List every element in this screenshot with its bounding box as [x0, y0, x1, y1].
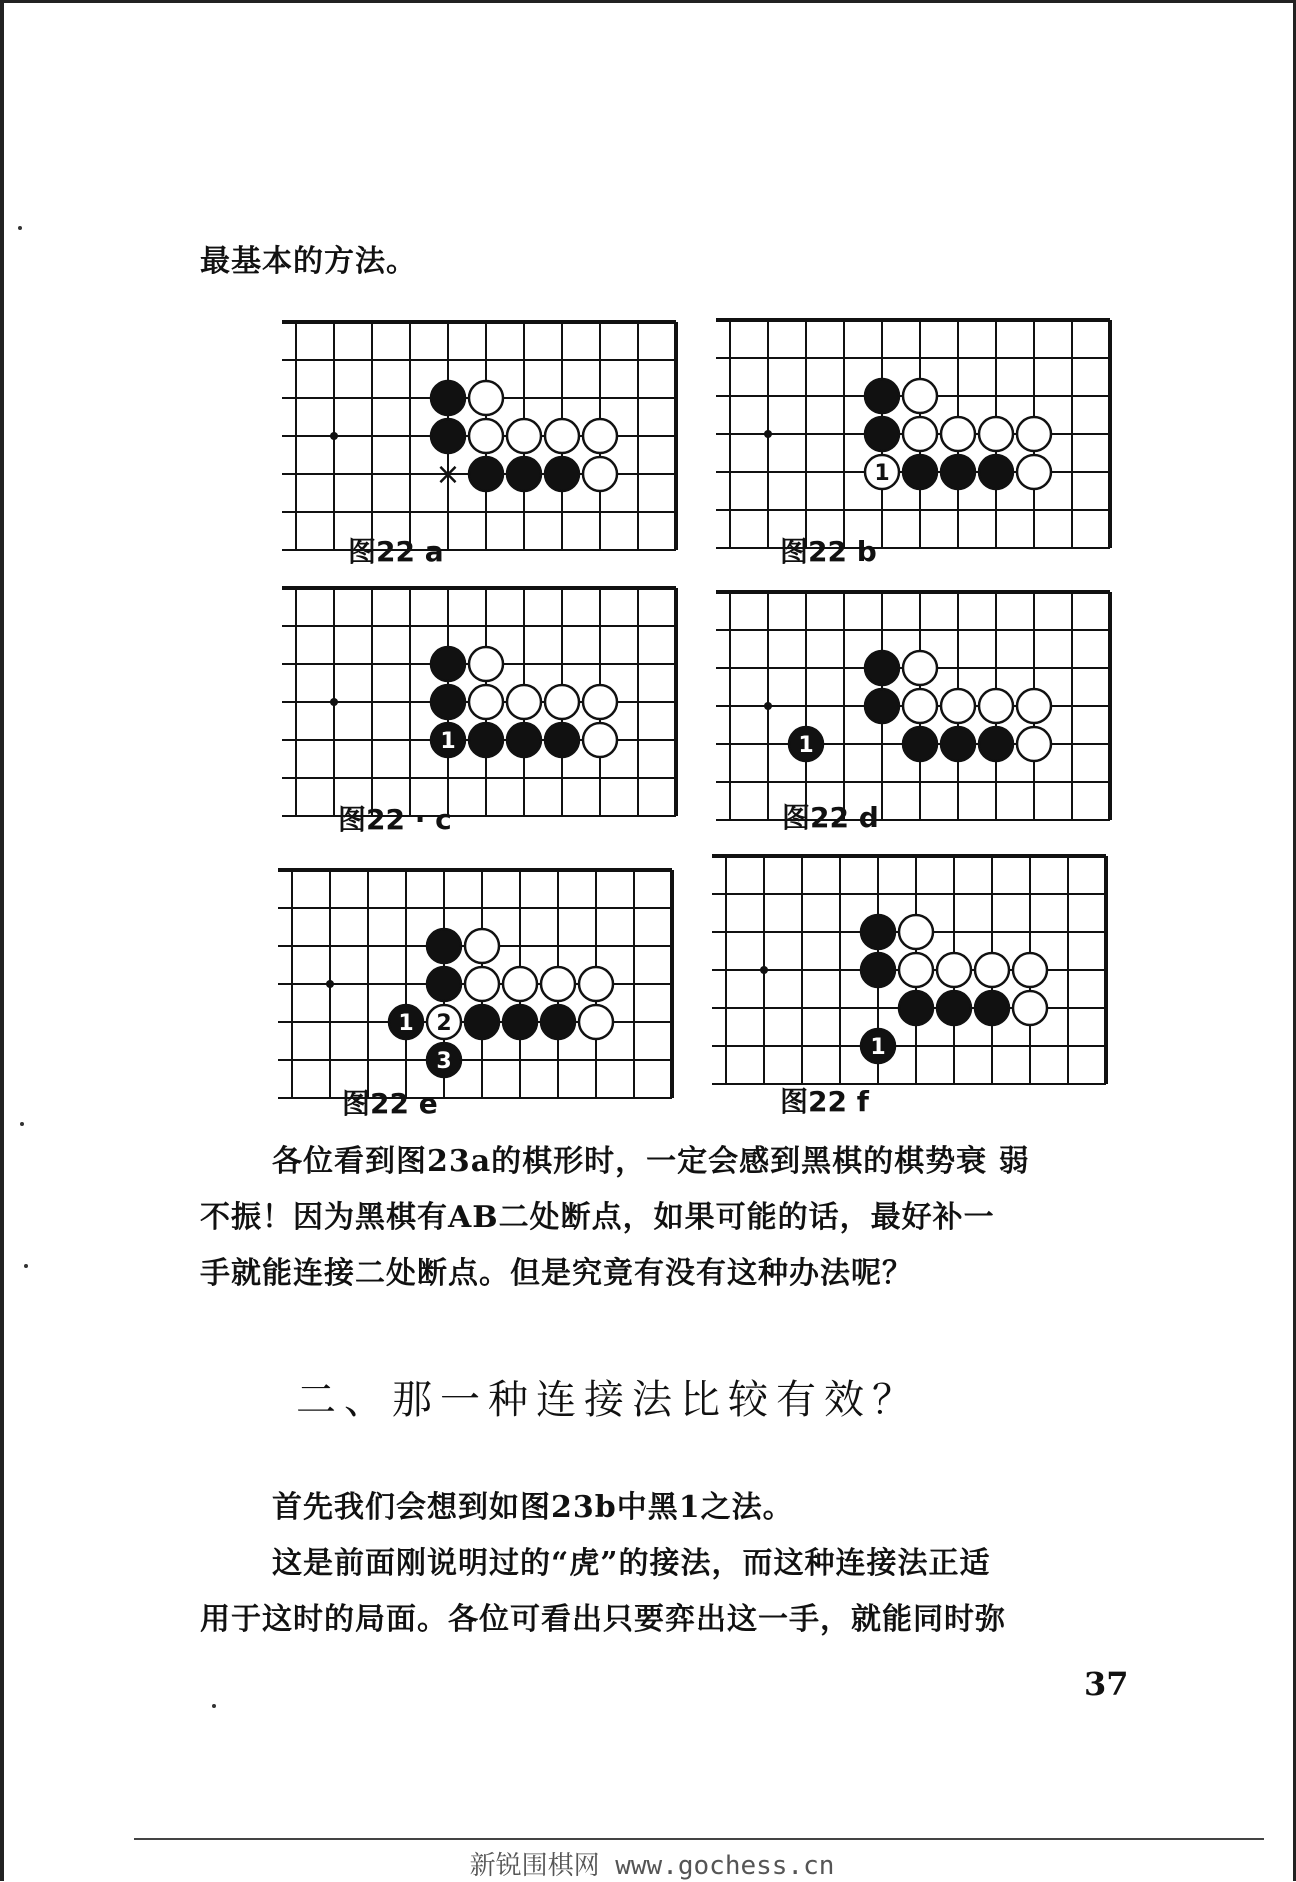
white-stone — [469, 685, 503, 719]
para3-line1: 这是前面刚说明过的“虎”的接法，而这种连接法正适 — [272, 1546, 991, 1581]
diagram-b — [724, 316, 1128, 541]
black-stone — [941, 455, 975, 489]
page-number: 37 — [1084, 1665, 1129, 1703]
black-stone — [903, 727, 937, 761]
black-stone — [865, 651, 899, 685]
stone-number: 1 — [874, 461, 890, 486]
white-stone — [469, 647, 503, 681]
star-point — [764, 702, 772, 710]
go-board-a — [290, 318, 694, 543]
diagram-d — [724, 588, 1128, 813]
black-stone — [865, 689, 899, 723]
white-stone — [979, 689, 1013, 723]
black-stone — [469, 723, 503, 757]
go-board-e — [286, 866, 690, 1091]
white-stone — [937, 953, 971, 987]
white-stone — [583, 457, 617, 491]
scan-speck — [24, 1264, 28, 1268]
white-stone — [545, 685, 579, 719]
para3-line2: 用于这时的局面。各位可看出只要弈出这一手，就能同时弥 — [200, 1602, 1006, 1637]
black-stone — [427, 1043, 461, 1077]
white-stone — [899, 915, 933, 949]
star-point — [326, 980, 334, 988]
black-stone — [431, 723, 465, 757]
white-stone — [503, 967, 537, 1001]
black-stone — [545, 723, 579, 757]
go-board-c — [290, 584, 694, 809]
para2-line1: 首先我们会想到如图23b中黑1之法。 — [272, 1490, 794, 1525]
black-stone — [937, 991, 971, 1025]
black-stone — [431, 647, 465, 681]
scan-speck — [212, 1704, 216, 1708]
white-stone — [903, 651, 937, 685]
white-stone — [899, 953, 933, 987]
diagram-f — [720, 852, 1124, 1077]
bottom-rule — [134, 1838, 1264, 1840]
white-stone — [1017, 417, 1051, 451]
black-stone — [427, 929, 461, 963]
star-point — [330, 432, 338, 440]
black-stone — [979, 455, 1013, 489]
black-stone — [431, 419, 465, 453]
white-stone — [507, 419, 541, 453]
black-stone — [865, 379, 899, 413]
black-stone — [979, 727, 1013, 761]
white-stone — [545, 419, 579, 453]
cross-mark: × — [435, 457, 461, 492]
white-stone — [469, 419, 503, 453]
black-stone — [541, 1005, 575, 1039]
star-point — [330, 698, 338, 706]
white-stone — [583, 685, 617, 719]
black-stone — [903, 455, 937, 489]
white-stone — [541, 967, 575, 1001]
white-stone — [579, 967, 613, 1001]
black-stone — [941, 727, 975, 761]
black-stone — [545, 457, 579, 491]
caption-a: 图22 a — [348, 535, 444, 568]
intro-line: 最基本的方法。 — [200, 244, 417, 279]
para1-line3: 手就能连接二处断点。但是究竟有没有这种办法呢？ — [200, 1256, 913, 1291]
black-stone — [865, 417, 899, 451]
para1-line2: 不振！因为黑棋有AB二处断点，如果可能的话，最好补一 — [200, 1200, 995, 1235]
black-stone — [899, 991, 933, 1025]
black-stone — [507, 457, 541, 491]
caption-c: 图22 · c — [338, 803, 452, 836]
black-stone — [427, 967, 461, 1001]
caption-d: 图22 d — [782, 801, 879, 834]
white-stone — [1017, 689, 1051, 723]
scan-speck — [18, 226, 22, 230]
black-stone — [431, 381, 465, 415]
go-board-d — [724, 588, 1128, 813]
black-stone — [465, 1005, 499, 1039]
section-heading: 二、那一种连接法比较有效？ — [296, 1377, 920, 1423]
watermark: 新锐围棋网 www.gochess.cn — [469, 1851, 835, 1881]
top-border — [4, 0, 1296, 3]
white-stone — [1013, 991, 1047, 1025]
white-stone — [579, 1005, 613, 1039]
diagram-c — [290, 584, 694, 809]
white-stone — [469, 381, 503, 415]
diagram-a — [290, 318, 694, 543]
stone-number: 1 — [440, 729, 456, 754]
black-stone — [431, 685, 465, 719]
white-stone — [941, 689, 975, 723]
black-stone — [861, 915, 895, 949]
white-stone — [465, 967, 499, 1001]
black-stone — [789, 727, 823, 761]
white-stone — [903, 689, 937, 723]
white-stone — [1013, 953, 1047, 987]
white-stone — [583, 419, 617, 453]
white-stone — [465, 929, 499, 963]
go-board-b — [724, 316, 1128, 541]
black-stone — [389, 1005, 423, 1039]
black-stone — [507, 723, 541, 757]
go-board-f — [720, 852, 1124, 1077]
star-point — [760, 966, 768, 974]
white-stone — [975, 953, 1009, 987]
caption-b: 图22 b — [780, 535, 877, 568]
black-stone — [469, 457, 503, 491]
caption-f: 图22 f — [780, 1085, 869, 1118]
stone-number: 3 — [436, 1049, 452, 1074]
white-stone — [507, 685, 541, 719]
stone-number: 1 — [798, 733, 814, 758]
white-stone — [903, 379, 937, 413]
para1-line1: 各位看到图23a的棋形时，一定会感到黑棋的棋势衰 弱 — [272, 1144, 1030, 1179]
white-stone — [1017, 455, 1051, 489]
white-stone — [865, 455, 899, 489]
white-stone — [583, 723, 617, 757]
black-stone — [861, 953, 895, 987]
white-stone — [1017, 727, 1051, 761]
stone-number: 1 — [870, 1035, 886, 1060]
scan-speck — [20, 1122, 24, 1126]
star-point — [764, 430, 772, 438]
black-stone — [503, 1005, 537, 1039]
white-stone — [941, 417, 975, 451]
black-stone — [975, 991, 1009, 1025]
black-stone — [861, 1029, 895, 1063]
white-stone — [979, 417, 1013, 451]
white-stone — [903, 417, 937, 451]
caption-e: 图22 e — [342, 1087, 438, 1120]
diagram-e — [286, 866, 690, 1091]
white-stone — [427, 1005, 461, 1039]
stone-number: 2 — [436, 1011, 452, 1036]
stone-number: 1 — [398, 1011, 414, 1036]
